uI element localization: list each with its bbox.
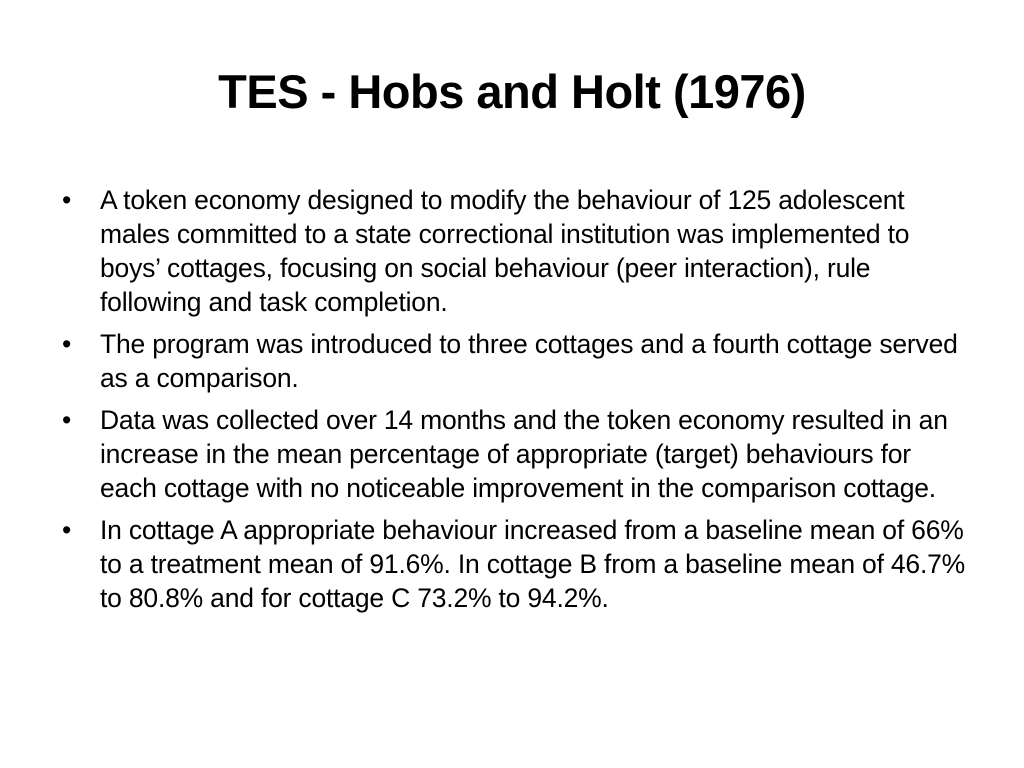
slide-title: TES - Hobs and Holt (1976) bbox=[218, 65, 806, 118]
bullet-text: Data was collected over 14 months and the token economy resulted in an increase in the mean percentage of appropriate (target) behaviours for each cottage with no noticeable improvement in the comparison cottage. bbox=[100, 405, 948, 503]
bullet-item bbox=[62, 513, 967, 615]
bullet-text: The program was introduced to three cottages and a fourth cottage served as a comparison. bbox=[100, 329, 958, 393]
bullet-item bbox=[62, 327, 967, 395]
bullet-icon: • bbox=[62, 185, 72, 215]
bullet-icon: • bbox=[62, 515, 72, 545]
bullet-text: A token economy designed to modify the behaviour of 125 adolescent males committed to a state correctional institution was implemented to boys’ cottages, focusing on social behaviour (peer interaction), rule following and task completion. bbox=[100, 185, 910, 317]
bullet-item bbox=[62, 183, 967, 319]
bullet-text: In cottage A appropriate behaviour increased from a baseline mean of 66% to a treatment mean of 91.6%. In cottage B from a baseline mean of 46.7% to 80.8% and for cottage C 73.2% to 94.2%. bbox=[100, 515, 966, 613]
bullet-list bbox=[62, 183, 967, 623]
bullet-icon: • bbox=[62, 405, 72, 435]
bullet-icon: • bbox=[62, 329, 72, 359]
bullet-item bbox=[62, 403, 967, 505]
